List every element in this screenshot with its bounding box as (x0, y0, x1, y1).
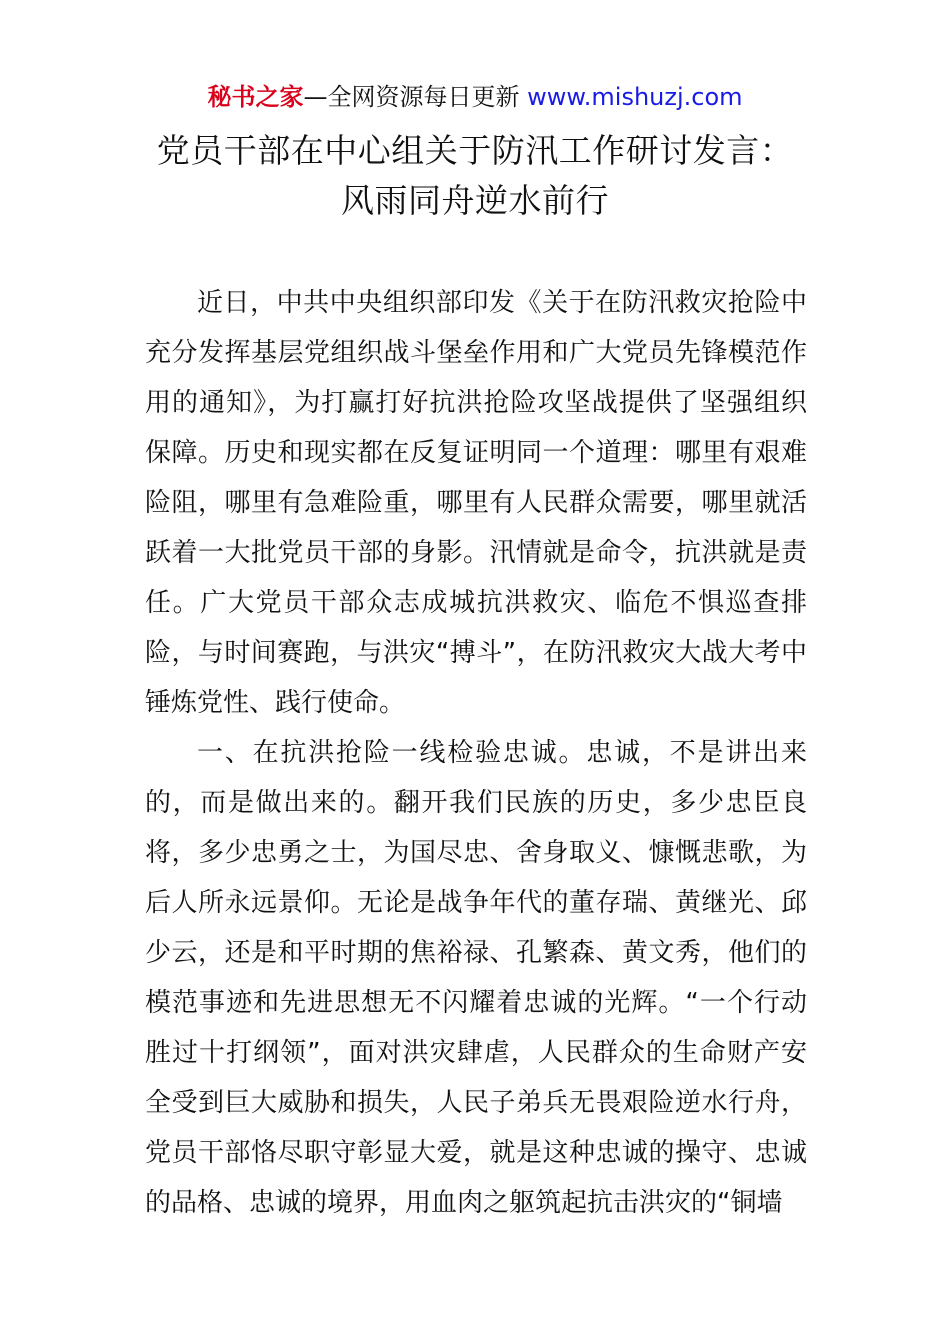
site-brand: 秘书之家 (207, 83, 304, 111)
document-title: 党员干部在中心组关于防汛工作研讨发言：风雨同舟逆水前行 (156, 131, 794, 220)
site-tagline: —全网资源每日更新 (303, 83, 528, 111)
paragraph: 一、在抗洪抢险一线检验忠诚。忠诚，不是讲出来的，而是做出来的。翻开我们民族的历史，多少忠臣良将，多少忠勇之士，为国尽忠、舍身取义、慷慨悲歌，为后人所永远景仰。无论是战争年代的董存瑞、黄继光、邱少云，还是和平时期的焦裕禄、孔繁森、黄文秀，他们的模范事迹和先进思想无不闪耀着忠诚的光辉。“一个行动胜过十打纲领”，面对洪灾肆虐，人民群众的生命财产安全受到巨大威胁和损失，人民子弟兵无畏艰险逆水行舟，党员干部恪尽职守彰显大爱，就是这种忠诚的操守、忠诚的品格、忠诚的境界，用血肉之躯筑起抗击洪灾的“铜墙 (145, 738, 807, 1218)
paragraph: 近日，中共中央组织部印发《关于在防汛救灾抢险中充分发挥基层党组织战斗堡垒作用和广大党员先锋模范作用的通知》，为打赢打好抗洪抢险攻坚战提供了坚强组织保障。历史和现实都在反复证明同一个道理：哪里有艰难险阻，哪里有急难险重，哪里有人民群众需要，哪里就活跃着一大批党员干部的身影。汛情就是命令，抗洪就是责任。广大党员干部众志成城抗洪救灾、临危不惧巡查排险，与时间赛跑，与洪灾“搏斗”，在防汛救灾大战大考中锤炼党性、践行使命。 (145, 288, 807, 718)
site-url-link[interactable]: www.mishuzj.com (527, 83, 743, 111)
document-body (145, 278, 807, 1228)
site-header (0, 80, 950, 114)
